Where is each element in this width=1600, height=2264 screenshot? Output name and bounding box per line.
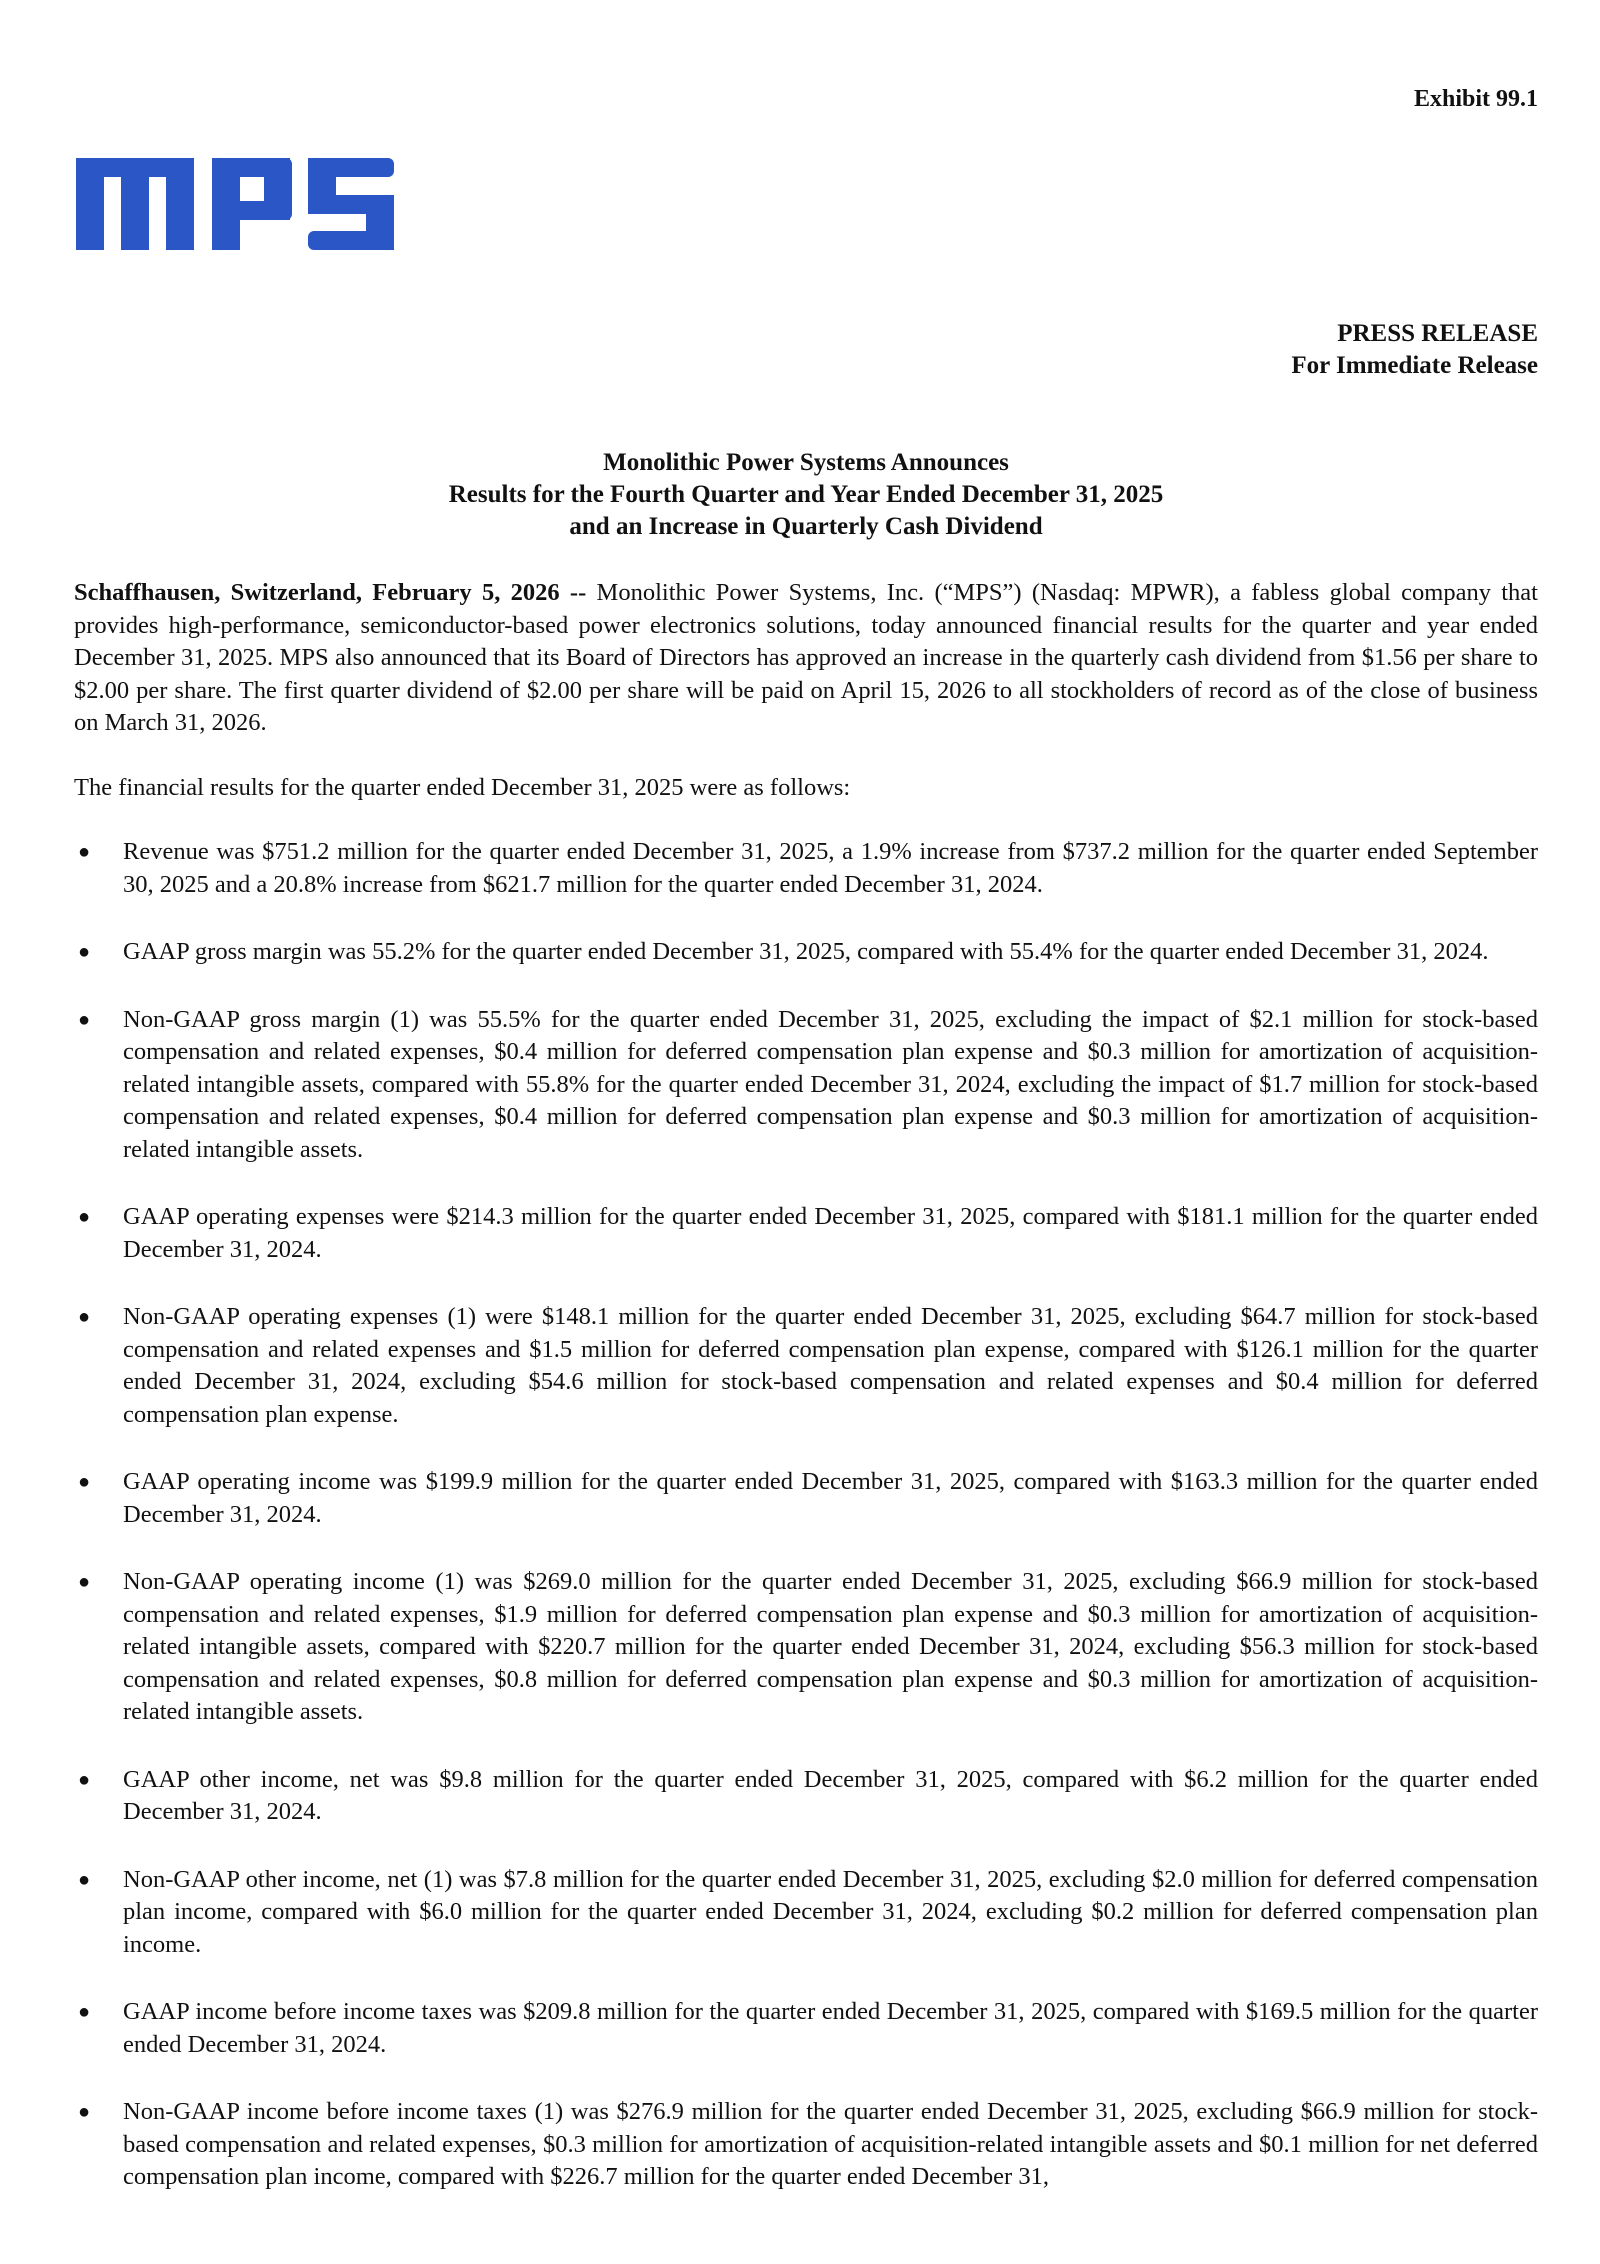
list-item <box>74 1201 1538 1266</box>
logo-letters <box>76 158 394 250</box>
bullet-icon: ● <box>78 1306 91 1328</box>
bullet-icon: ● <box>78 1206 91 1228</box>
lead-body: Monolithic Power Systems, Inc. (“MPS”) (Nasdaq: MPWR), a fabless global company that provides high-performance, semiconductor-based power electronics solutions, today announced financial results for the quarter and year ended December 31, 2025. MPS also announced that its Board of Directors has approved an increase in the quarterly cash dividend from $1.56 per share to $2.00 per share. The first quarter dividend of $2.00 per share will be paid on April 15, 2026 to all stockholders of record as of the close of business on March 31, 2026. <box>74 579 1538 736</box>
results-list <box>74 836 1538 2229</box>
list-item <box>74 1301 1538 1431</box>
headline-line-1: Monolithic Power Systems Announces <box>603 449 1009 476</box>
immediate-release-label: For Immediate Release <box>1291 352 1538 379</box>
list-item-text: Non-GAAP operating income (1) was $269.0 million for the quarter ended December 31, 2025, excluding $66.9 million for stock-based compensation and related expenses, $1.9 million for deferred compensation plan expense and $0.3 million for amortization of acquisition-related intangible assets, compared with $220.7 million for the quarter ended December 31, 2024, excluding $56.3 million for stock-based compensation and related expenses, $0.8 million for deferred compensation plan expense and $0.3 million for amortization of acquisition-related intangible assets. <box>123 1568 1538 1725</box>
list-item-text: Non-GAAP other income, net (1) was $7.8 million for the quarter ended December 31, 2025, excluding $2.0 million for deferred compensation plan income, compared with $6.0 million for the quarter ended December 31, 2024, excluding $0.2 million for deferred compensation plan income. <box>123 1865 1538 1958</box>
list-item-text: Non-GAAP income before income taxes (1) was $276.9 million for the quarter ended December 31, 2025, excluding $66.9 million for stock-based compensation and related expenses, $0.3 million for amortization of acquisition-related intangible assets and $0.1 million for net deferred compensation plan income, compared with $226.7 million for the quarter ended December 31, <box>123 2098 1538 2190</box>
list-item <box>74 1996 1538 2061</box>
dateline: Schaffhausen, Switzerland, February 5, 2026 -- <box>74 579 587 606</box>
bullet-icon: ● <box>78 1571 91 1593</box>
headline-line-2: Results for the Fourth Quarter and Year Ended December 31, 2025 <box>448 481 1164 508</box>
bullet-icon: ● <box>78 2001 91 2023</box>
release-block <box>1291 318 1538 382</box>
document-page <box>74 0 1538 2264</box>
list-item <box>74 1764 1538 1829</box>
list-item-text: GAAP gross margin was 55.2% for the quarter ended December 31, 2025, compared with 55.4% for the quarter ended December 31, 2024. <box>123 938 1489 965</box>
list-item-text: GAAP operating expenses were $214.3 million for the quarter ended December 31, 2025, compared with $181.1 million for the quarter ended December 31, 2024. <box>123 1203 1538 1263</box>
exhibit-label: Exhibit 99.1 <box>1413 86 1538 112</box>
bullet-icon: ● <box>78 1868 91 1891</box>
list-item <box>74 936 1538 969</box>
list-item-text: Revenue was $751.2 million for the quarter ended December 31, 2025, a 1.9% increase from $737.2 million for the quarter ended September 30, 2025 and a 20.8% increase from $621.7 million for the quarter ended December 31, 2024. <box>123 838 1538 898</box>
list-item <box>74 836 1538 901</box>
bullet-icon: ● <box>78 2101 91 2123</box>
list-item <box>74 1466 1538 1531</box>
bullet-icon: ● <box>78 941 91 963</box>
bullet-icon: ● <box>78 841 91 863</box>
headline <box>74 447 1538 543</box>
list-item-text: GAAP income before income taxes was $209.8 million for the quarter ended December 31, 2025, compared with $169.5 million for the quarter ended December 31, 2024. <box>123 1998 1538 2058</box>
press-release-label: PRESS RELEASE <box>1337 320 1538 347</box>
bullet-icon: ● <box>78 1471 91 1493</box>
results-intro: The financial results for the quarter ended December 31, 2025 were as follows: <box>74 774 851 801</box>
list-item <box>74 2096 1538 2194</box>
list-item <box>74 1004 1538 1167</box>
lead-paragraph <box>74 577 1538 740</box>
list-item-text: Non-GAAP gross margin (1) was 55.5% for the quarter ended December 31, 2025, excluding the impact of $2.1 million for stock-based compensation and related expenses, $0.4 million for deferred compensation plan expense and $0.3 million for amortization of acquisition-related intangible assets, compared with 55.8% for the quarter ended December 31, 2024, excluding the impact of $1.7 million for stock-based compensation and related expenses, $0.4 million for deferred compensation plan expense and $0.3 million for amortization of acquisition-related intangible assets. <box>123 1005 1538 1163</box>
bullet-icon: ● <box>78 1768 91 1791</box>
bullet-icon: ● <box>78 1008 91 1031</box>
list-item <box>74 1566 1538 1729</box>
list-item-text: GAAP other income, net was $9.8 million for the quarter ended December 31, 2025, compared with $6.2 million for the quarter ended December 31, 2024. <box>123 1765 1538 1825</box>
list-item-text: Non-GAAP operating expenses (1) were $148.1 million for the quarter ended December 31, 2025, excluding $64.7 million for stock-based compensation and related expenses and $1.5 million for deferred compensation plan expense, compared with $126.1 million for the quarter ended December 31, 2024, excluding $54.6 million for stock-based compensation and related expenses and $0.4 million for deferred compensation plan expense. <box>123 1303 1538 1428</box>
list-item <box>74 1864 1538 1962</box>
list-item-text: GAAP operating income was $199.9 million for the quarter ended December 31, 2025, compared with $163.3 million for the quarter ended December 31, 2024. <box>123 1468 1538 1528</box>
mps-logo <box>76 158 396 250</box>
headline-line-3: and an Increase in Quarterly Cash Dividend <box>569 513 1043 540</box>
